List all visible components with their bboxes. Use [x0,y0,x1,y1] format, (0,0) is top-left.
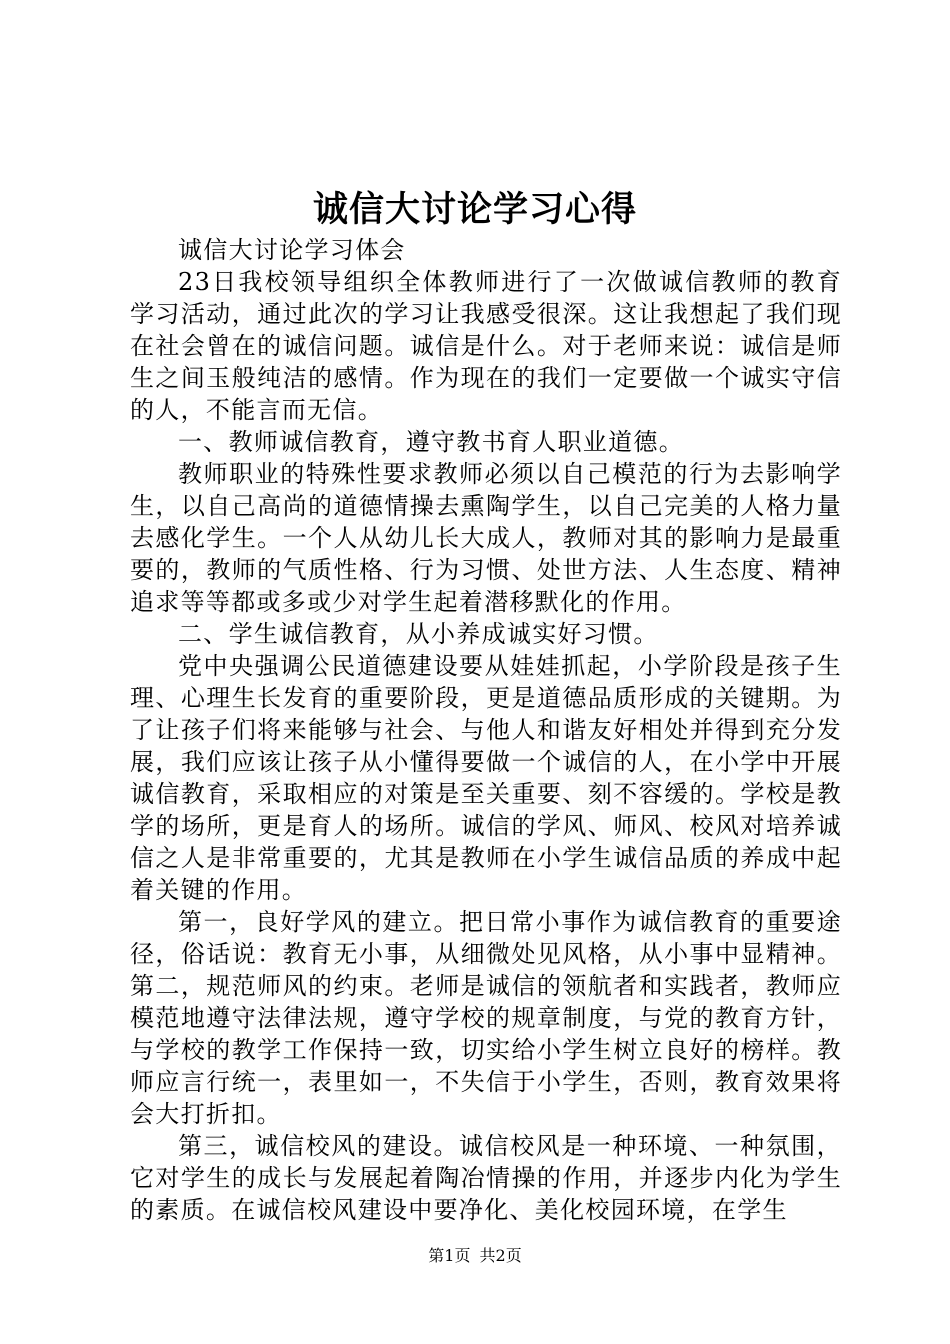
page-footer [0,1246,950,1266]
page-total: 共2页 [479,1246,522,1265]
document-body [130,234,842,1226]
paragraph-subtitle: 诚信大讨论学习体会 [178,236,406,264]
paragraph-student-integrity: 党中央强调公民道德建设要从娃娃抓起，小学阶段是孩子生理、心理生长发育的重要阶段，更是道德品质形成的关键期。为了让孩子们将来能够与社会、与他人和谐友好相处并得到充分发展，我们应该让孩子从小懂得要做一个诚信的人，在小学中开展诚信教育，采取相应的对策是至关重要、刻不容缓的。学校是教学的场所，更是育人的场所。诚信的学风、师风、校风对培养诚信之人是非常重要的，尤其是教师在小学生诚信品质的养成中起着关键的作用。 [130,652,842,904]
paragraph-intro: 23日我校领导组织全体教师进行了一次做诚信教师的教育学习活动，通过此次的学习让我感受很深。这让我想起了我们现在社会曾在的诚信问题。诚信是什么。对于老师来说：诚信是师生之间玉般纯洁的感情。作为现在的我们一定要做一个诚实守信的人，不能言而无信。 [130,268,842,424]
paragraph-school-style: 第三，诚信校风的建设。诚信校风是一种环境、一种氛围，它对学生的成长与发展起着陶冶情操的作用，并逐步内化为学生的素质。在诚信校风建设中要净化、美化校园环境，在学生 [130,1132,842,1224]
section-heading-student-integrity: 二、学生诚信教育，从小养成诚实好习惯。 [178,620,659,648]
document-title: 诚信大讨论学习心得 [312,189,637,230]
paragraph-teacher-integrity: 教师职业的特殊性要求教师必须以自己模范的行为去影响学生，以自己高尚的道德情操去熏陶学生，以自己完美的人格力量去感化学生。一个人从幼儿长大成人，教师对其的影响力是最重要的，教师的气质性格、行为习惯、处世方法、人生态度、精神追求等等都或多或少对学生起着潜移默化的作用。 [130,460,842,616]
paragraph-study-style: 第一，良好学风的建立。把日常小事作为诚信教育的重要途径，俗话说：教育无小事，从细微处见风格，从小事中显精神。第二，规范师风的约束。老师是诚信的领航者和实践者，教师应模范地遵守法律法规，遵守学校的规章制度，与党的教育方针，与学校的教学工作保持一致，切实给小学生树立良好的榜样。教师应言行统一，表里如一，不失信于小学生，否则，教育效果将会大打折扣。 [130,908,842,1128]
section-heading-teacher-integrity: 一、教师诚信教育，遵守教书育人职业道德。 [178,428,684,456]
page-number: 第1页 [428,1246,471,1265]
